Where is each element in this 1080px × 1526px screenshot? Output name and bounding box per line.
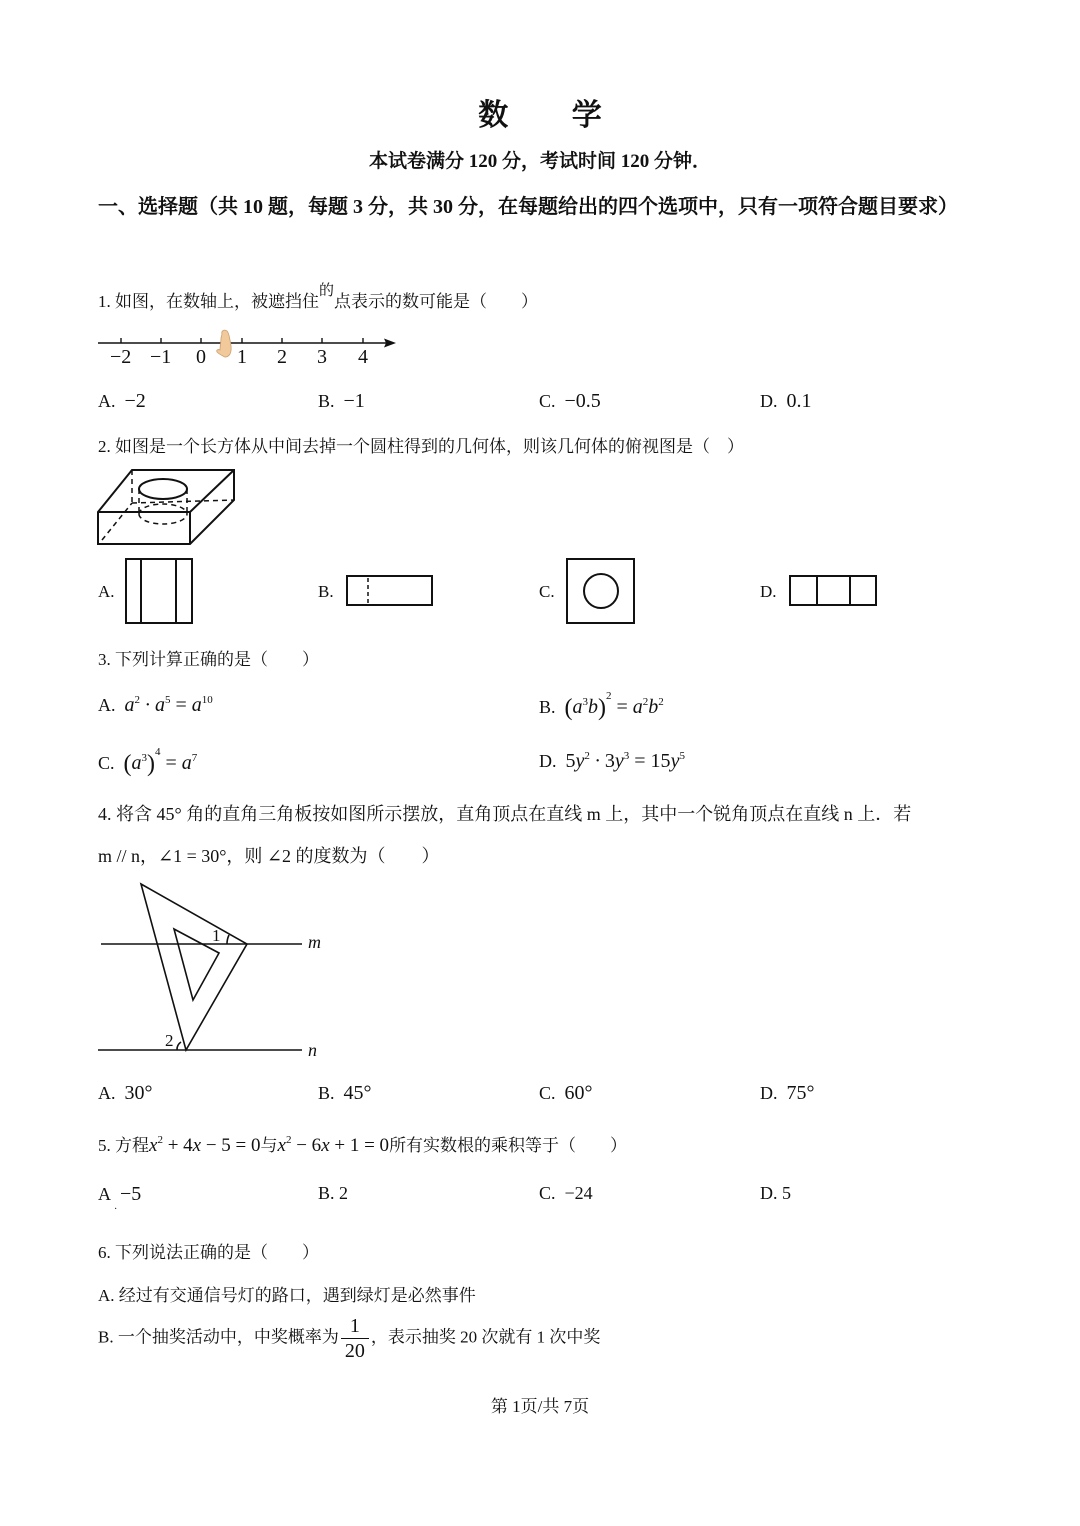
- option-d[interactable]: D.: [760, 582, 777, 601]
- angle-2-label: 2: [165, 1031, 174, 1050]
- tick-label: 2: [277, 346, 287, 368]
- option-a[interactable]: A.: [98, 582, 115, 601]
- option-b[interactable]: B. $(a^3b)^2 = a^2b^2$: [539, 690, 664, 721]
- outer-triangle: [141, 884, 247, 1050]
- question-5-stem: [98, 1131, 627, 1157]
- equation-1: $x^2 + 4x - 5 = 0$: [149, 1134, 261, 1156]
- stem-text: 点表示的数可能是（ ）: [334, 292, 539, 311]
- option-c[interactable]: C. −0.5: [539, 390, 601, 412]
- question-4-stem-line2: m // n，∠1 = 30°，则 ∠2 的度数为（ ）: [98, 846, 440, 866]
- option-b[interactable]: B. −1: [318, 390, 365, 412]
- option-c[interactable]: C. $(a^3)^4 = a^7$: [98, 746, 198, 777]
- exam-title: 数 学: [478, 99, 630, 132]
- option-b[interactable]: B. 一个抽奖活动中，中奖概率为 $\frac{1}{20}$ ，表示抽奖 20 次就有 1 次中奖: [98, 1315, 601, 1362]
- stem-text: 如图，在数轴上，被遮挡住: [115, 292, 319, 311]
- stem-text: 方程: [115, 1136, 149, 1155]
- question-6-stem: [98, 1238, 319, 1263]
- angle-2-arc: [177, 1042, 181, 1050]
- option-b[interactable]: B. 45°: [318, 1082, 372, 1104]
- tick-label: 0: [196, 346, 206, 368]
- question-number: 2.: [98, 437, 111, 456]
- tick-label: 3: [317, 346, 327, 368]
- angle-1-label: 1: [212, 926, 221, 945]
- stem-text: 与: [260, 1136, 278, 1155]
- tick-label: 4: [358, 346, 368, 368]
- stem-text: 将含 45° 角的直角三角板按如图所示摆放，直角顶点在直线 m 上，其中一个锐角顶点在直线 n 上．若: [116, 804, 912, 824]
- section-heading: 一、选择题（共 10 题，每题 3 分，共 30 分，在每题给出的四个选项中，只有一项符合题目要求）: [98, 196, 958, 218]
- stem-text: 下列计算正确的是（ ）: [115, 650, 319, 669]
- option-d[interactable]: D. $5y^2 \cdot 3y^3 = 15y^5$: [539, 750, 685, 772]
- option-d[interactable]: D. 75°: [760, 1082, 815, 1104]
- option-c[interactable]: C. 60°: [539, 1082, 593, 1104]
- option-a[interactable]: A. 30°: [98, 1082, 153, 1104]
- option-a[interactable]: A. $a^2 \cdot a^5 = a^{10}$: [98, 694, 213, 716]
- stray-dot: ·: [114, 1204, 118, 1215]
- tick-label: −1: [150, 346, 172, 368]
- option-a[interactable]: A −5: [98, 1183, 142, 1205]
- question-number: 6.: [98, 1243, 111, 1262]
- question-number: 5.: [98, 1136, 111, 1155]
- option-d[interactable]: D. 0.1: [760, 390, 812, 412]
- page-indicator: 第 1页/共 7页: [490, 1397, 590, 1416]
- option-c[interactable]: C. −24: [539, 1183, 593, 1203]
- line-n-label: n: [308, 1040, 317, 1060]
- option-b[interactable]: B. 2: [318, 1183, 349, 1203]
- stem-text: 下列说法正确的是（ ）: [115, 1243, 319, 1262]
- fraction: $\frac{1}{20}$: [341, 1314, 369, 1363]
- question-number: 1.: [98, 292, 111, 311]
- option-a[interactable]: A. 经过有交通信号灯的路口，遇到绿灯是必然事件: [98, 1286, 476, 1305]
- tick-label: 1: [237, 346, 247, 368]
- option-a[interactable]: A. −2: [98, 390, 146, 412]
- stem-text: 所有实数根的乘积等于（ ）: [389, 1136, 628, 1155]
- tick-label: −2: [110, 346, 132, 368]
- angle-1-arc: [227, 935, 229, 944]
- stem-text: 如图是一个长方体从中间去掉一个圆柱得到的几何体，则该几何体的俯视图是（ ）: [115, 437, 744, 456]
- stem-text-raised: 的: [319, 283, 335, 299]
- option-c[interactable]: C.: [539, 582, 555, 601]
- option-d[interactable]: D. 5: [760, 1183, 791, 1203]
- option-b[interactable]: B.: [318, 582, 334, 601]
- question-number: 3.: [98, 650, 111, 669]
- exam-subtitle: 本试卷满分 120 分，考试时间 120 分钟．: [368, 151, 711, 172]
- question-number: 4.: [98, 804, 112, 824]
- line-m-label: m: [308, 932, 321, 952]
- equation-2: $x^2 - 6x + 1 = 0$: [277, 1134, 390, 1156]
